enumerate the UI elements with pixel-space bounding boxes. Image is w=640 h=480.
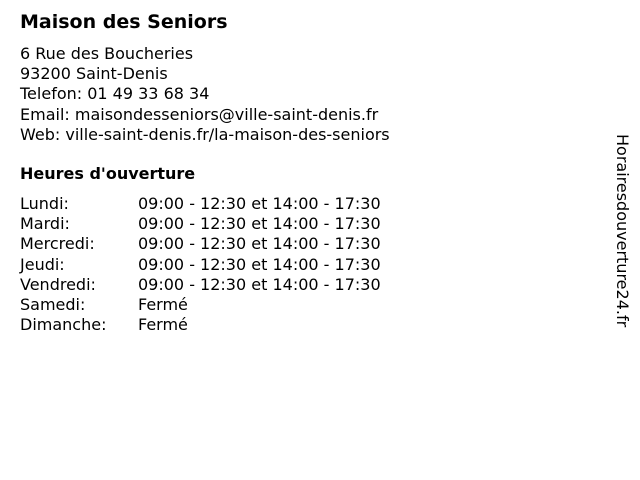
- day-hours: 09:00 - 12:30 et 14:00 - 17:30: [138, 194, 381, 213]
- day-label: Vendredi:: [20, 274, 96, 294]
- hours-row-saturday: [20, 295, 440, 315]
- hours-row-wednesday: [20, 234, 440, 254]
- day-hours: 09:00 - 12:30 et 14:00 - 17:30: [138, 274, 381, 294]
- hours-row-friday: [20, 275, 440, 295]
- hours-row-monday: [20, 194, 440, 214]
- day-label: Samedi:: [20, 294, 86, 314]
- watermark-text: Horairesdouverture24.fr: [613, 134, 632, 328]
- business-name: Maison des Seniors: [20, 11, 228, 33]
- opening-hours-heading: Heures d'ouverture: [20, 164, 196, 183]
- day-hours: Fermé: [138, 294, 188, 314]
- contact-block: [20, 44, 390, 145]
- opening-hours-table: [20, 194, 440, 335]
- phone-line: Telefon: 01 49 33 68 34: [20, 84, 210, 104]
- day-hours: 09:00 - 12:30 et 14:00 - 17:30: [138, 254, 381, 274]
- site-watermark: [610, 134, 634, 370]
- hours-row-tuesday: [20, 214, 440, 234]
- website-line: Web: ville-saint-denis.fr/la-maison-des-seniors: [20, 124, 390, 144]
- day-hours: 09:00 - 12:30 et 14:00 - 17:30: [138, 234, 381, 254]
- day-label: Mardi:: [20, 214, 70, 234]
- day-hours: 09:00 - 12:30 et 14:00 - 17:30: [138, 214, 381, 234]
- day-label: Lundi:: [20, 194, 69, 213]
- day-label: Jeudi:: [20, 254, 65, 274]
- day-hours: Fermé: [138, 315, 188, 335]
- address-city: 93200 Saint-Denis: [20, 64, 168, 84]
- day-label: Dimanche:: [20, 315, 107, 335]
- email-line: Email: maisondesseniors@ville-saint-denis.fr: [20, 104, 379, 124]
- hours-row-sunday: [20, 315, 440, 335]
- day-label: Mercredi:: [20, 234, 95, 254]
- hours-row-thursday: [20, 255, 440, 275]
- address-street: 6 Rue des Boucheries: [20, 44, 194, 63]
